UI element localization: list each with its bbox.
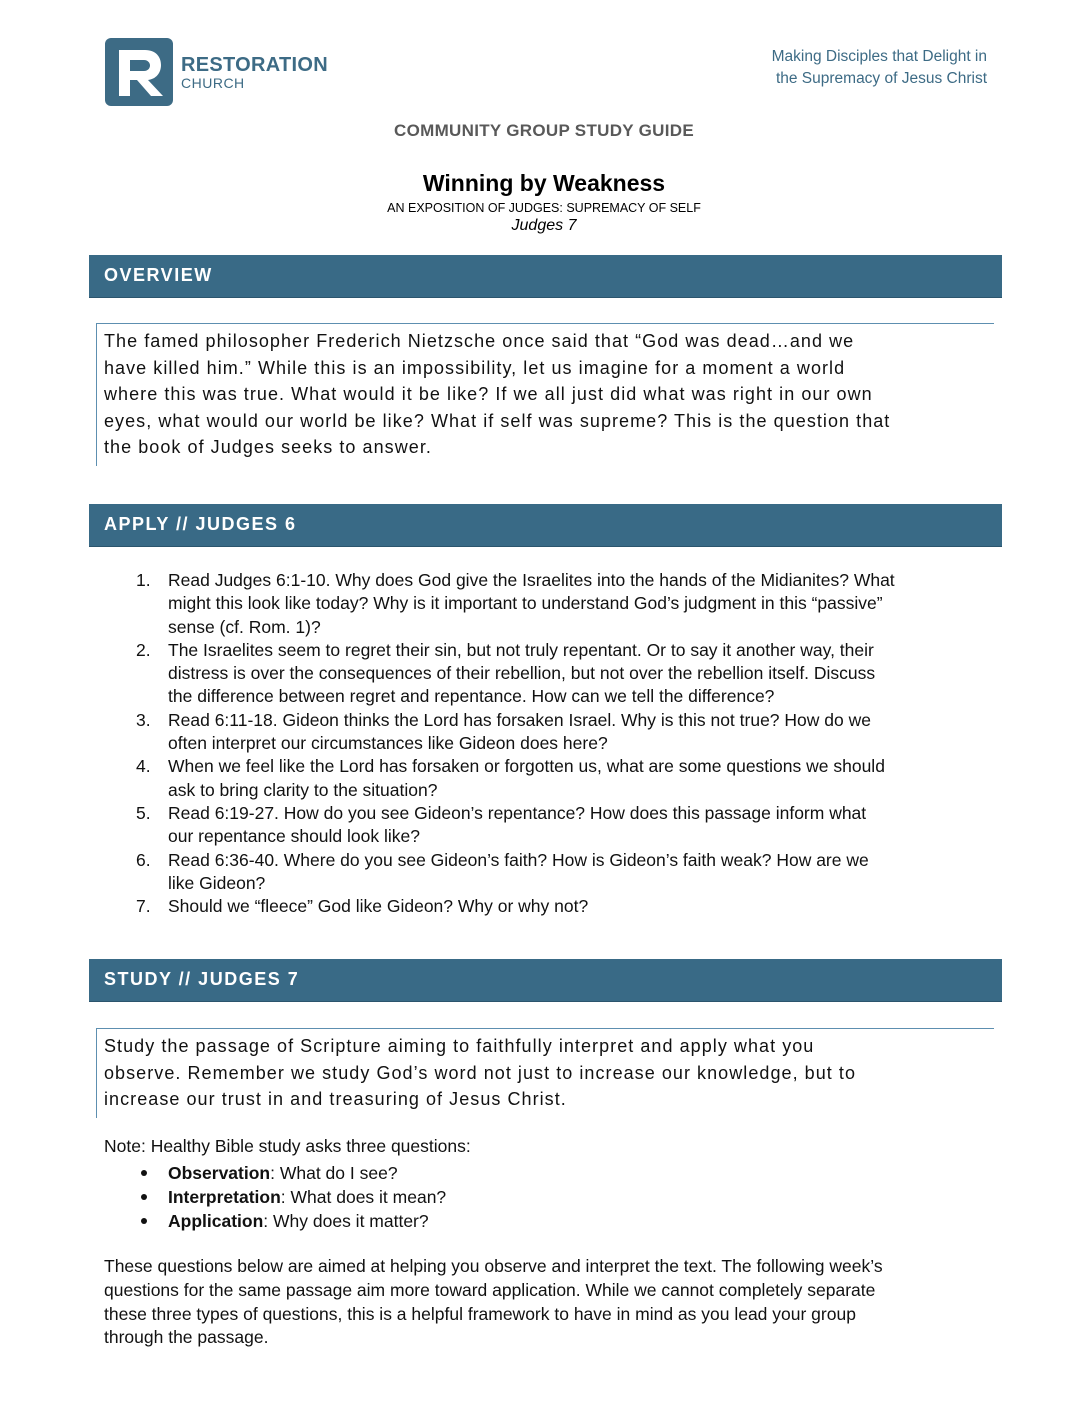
- logo-r-icon: [105, 38, 173, 106]
- term-description: : What does it mean?: [280, 1187, 447, 1207]
- section-header-study: [89, 959, 1002, 1002]
- overview-text: [96, 323, 994, 466]
- section-header-overview: [89, 255, 1002, 298]
- term: Application: [168, 1211, 264, 1231]
- bullet-icon: [141, 1170, 147, 1176]
- text-line: Read 6:11-18. Gideon thinks the Lord has forsaken Israel. Why is this not true? How do we: [168, 709, 871, 730]
- text-line: our repentance should look like?: [168, 826, 420, 847]
- text-line: The Israelites seem to regret their sin, but not truly repentant. Or to say it another way, their: [168, 639, 874, 660]
- bullet-icon: [141, 1218, 147, 1224]
- tagline-line: Making Disciples that Delight in: [771, 48, 987, 65]
- list-item: [104, 569, 994, 639]
- term: Observation: [168, 1163, 271, 1183]
- item-number: 4.: [136, 756, 151, 777]
- text-line: Read 6:36-40. Where do you see Gideon’s faith? How is Gideon’s faith weak? How are we: [168, 849, 869, 870]
- passage-reference: Judges 7: [511, 217, 577, 234]
- list-item: [104, 802, 994, 849]
- bullet-icon: [141, 1194, 147, 1200]
- text-line: like Gideon?: [168, 872, 266, 893]
- item-number: 1.: [136, 570, 151, 590]
- section-heading: STUDY // JUDGES 7: [104, 969, 300, 989]
- study-note: Note: Healthy Bible study asks three questions:: [104, 1136, 471, 1156]
- section-heading: APPLY // JUDGES 6: [104, 514, 297, 534]
- text-line: Read Judges 6:1-10. Why does God give the Israelites into the hands of the Midianites? What: [168, 570, 895, 590]
- list-item: [104, 895, 994, 918]
- text-line: the difference between regret and repentance. How can we tell the difference?: [168, 686, 775, 707]
- item-number: 6.: [136, 849, 151, 870]
- item-number: 3.: [136, 709, 151, 730]
- text-line: eyes, what would our world be like? What if self was supreme? This is the question that: [104, 410, 891, 431]
- text-line: increase our trust in and treasuring of Jesus Christ.: [104, 1089, 567, 1110]
- text-line: These questions below are aimed at helping you observe and interpret the text. The following week’s: [104, 1256, 883, 1276]
- text-line: questions for the same passage aim more toward application. While we cannot completely separate: [104, 1279, 876, 1300]
- study-closing-text: [104, 1255, 994, 1350]
- list-item: [104, 1161, 446, 1185]
- list-item: [104, 639, 994, 709]
- text-line: through the passage.: [104, 1327, 269, 1348]
- study-question-types: [104, 1161, 446, 1233]
- list-item: [104, 709, 994, 756]
- text-line: observe. Remember we study God’s word not just to increase our knowledge, but to: [104, 1062, 857, 1083]
- tagline-line: the Supremacy of Jesus Christ: [775, 70, 987, 87]
- logo-sub: CHURCH: [181, 74, 245, 91]
- section-header-apply: [89, 504, 1002, 547]
- term: Interpretation: [168, 1187, 281, 1207]
- list-item: [104, 1209, 446, 1233]
- church-logo: [105, 38, 328, 106]
- term-description: : Why does it matter?: [263, 1211, 429, 1231]
- item-number: 7.: [136, 896, 151, 917]
- page-subtitle: AN EXPOSITION OF JUDGES: SUPREMACY OF SELF: [387, 201, 701, 215]
- term-description: : What do I see?: [270, 1163, 398, 1183]
- text-line: might this look like today? Why is it important to understand God’s judgment in this “passive”: [168, 593, 883, 614]
- text-line: have killed him.” While this is an impossibility, let us imagine for a moment a world: [104, 357, 846, 378]
- text-line: When we feel like the Lord has forsaken or forgotten us, what are some questions we should: [168, 756, 885, 777]
- section-heading: OVERVIEW: [104, 265, 213, 285]
- text-line: Read 6:19-27. How do you see Gideon’s repentance? How does this passage inform what: [168, 802, 867, 823]
- text-line: Study the passage of Scripture aiming to faithfully interpret and apply what you: [104, 1036, 815, 1056]
- list-item: [104, 849, 994, 896]
- logo-name: RESTORATION: [181, 53, 329, 76]
- page-title: Winning by Weakness: [422, 170, 666, 196]
- text-line: distress is over the consequences of their rebellion, but not over the rebellion itself. Discuss: [168, 663, 876, 684]
- study-intro-text: [96, 1028, 994, 1118]
- tagline: [772, 46, 987, 90]
- item-number: 2.: [136, 639, 151, 660]
- text-line: The famed philosopher Frederich Nietzsche once said that “God was dead…and we: [104, 331, 855, 351]
- text-line: sense (cf. Rom. 1)?: [168, 616, 321, 637]
- text-line: Should we “fleece” God like Gideon? Why or why not?: [168, 896, 589, 917]
- apply-question-list: [104, 569, 994, 918]
- list-item: [104, 755, 994, 802]
- text-line: ask to bring clarity to the situation?: [168, 779, 438, 800]
- text-line: the book of Judges seeks to answer.: [104, 437, 432, 458]
- text-line: these three types of questions, this is a helpful framework to have in mind as you lead your group: [104, 1303, 856, 1324]
- item-number: 5.: [136, 802, 151, 823]
- list-item: [104, 1185, 446, 1209]
- text-line: where this was true. What would it be like? If we all just did what was right in our own: [104, 384, 873, 405]
- text-line: often interpret our circumstances like Gideon does here?: [168, 733, 608, 754]
- guide-label: COMMUNITY GROUP STUDY GUIDE: [394, 121, 694, 140]
